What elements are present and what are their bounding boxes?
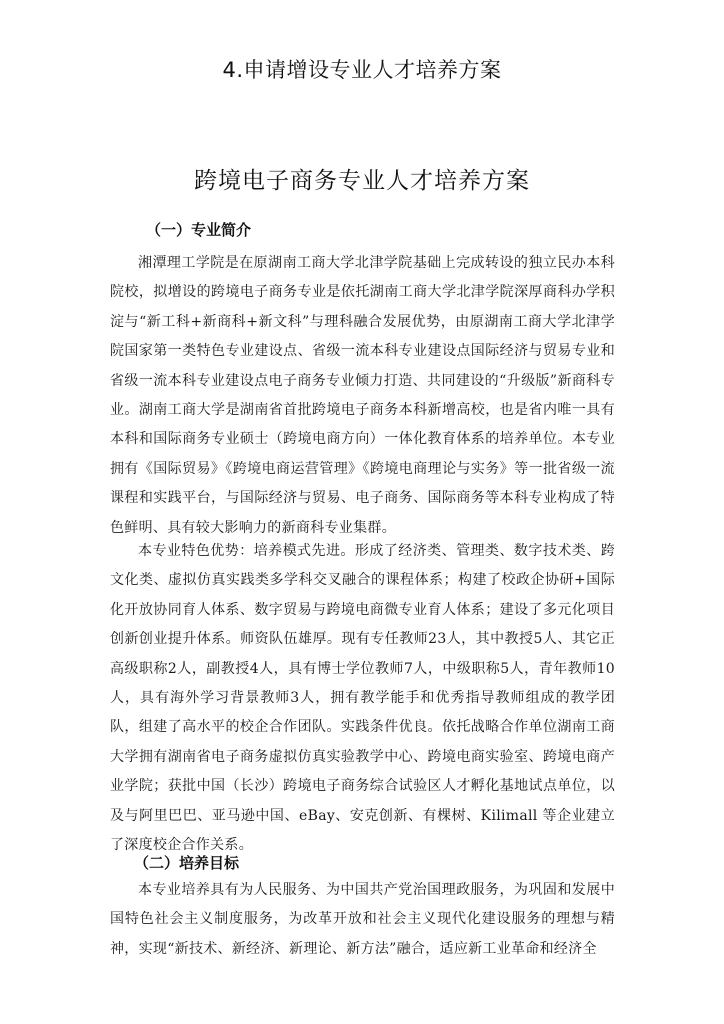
paragraph-features: 本专业特色优势：培养模式先进。形成了经济类、管理类、数字技术类、跨文化类、虚拟仿真实践类多学科交叉融合的课程体系；构建了校政企协研+国际化开放协同育人体系、数字贸易与跨境电商微专业育人体系；建设了多元化项目创新创业提升体系。师资队伍雄厚。现有专任教师23人，其中教授5人、其它正高级职称2人，副教授4人，具有博士学位教师7人，中级职称5人，青年教师10人，具有海外学习背景教师3人，拥有教学能手和优秀指导教师组成的教学团队，组建了高水平的校企合作团队。实践条件优良。依托战略合作单位湖南工商大学拥有湖南省电子商务虚拟仿真实验教学中心、跨境电商实验室、跨境电商产业学院；获批中国（长沙）跨境电子商务综合试验区人才孵化基地试点单位，以及与阿里巴巴、亚马逊中国、eBay、安克创新、有棵树、Kilimall 等企业建立了深度校企合作关系。 xyxy=(110,543,615,854)
paragraph-goals: 本专业培养具有为人民服务、为中国共产党治国理政服务，为巩固和发展中国特色社会主义制度服务，为改革开放和社会主义现代化建设服务的理想与精神，实现“新技术、新经济、新理论、新方法”融合，适应新工业革命和经济全 xyxy=(110,882,615,957)
document-title: 跨境电子商务专业人才培养方案 xyxy=(194,168,530,194)
paragraph-intro: 湘潭理工学院是在原湖南工商大学北津学院基础上完成转设的独立民办本科院校，拟增设的跨境电子商务专业是依托湖南工商大学北津学院深厚商科办学积淀与“新工科+新商科+新文科”与理科融合发展优势，由原湖南工商大学北津学院国家第一类特色专业建设点、省级一流本科专业建设点国际经济与贸易专业和省级一流本科专业建设点电子商务专业倾力打造、共同建设的“升级版”新商科专业。湖南工商大学是湖南省首批跨境电子商务本科新增高校，也是省内唯一具有本科和国际商务专业硕士（跨境电商方向）一体化教育体系的培养单位。本专业拥有《国际贸易》《跨境电商运营管理》《跨境电商理论与实务》等一批省级一流课程和实践平台，与国际经济与贸易、电子商务、国际商务等本科专业构成了特色鲜明、具有较大影响力的新商科专业集群。 xyxy=(110,255,615,536)
document-heading: 4.申请增设专业人才培养方案 xyxy=(222,58,502,82)
section-heading-goals: （二）培养目标 xyxy=(134,854,240,872)
section-heading-intro: （一）专业简介 xyxy=(146,221,252,239)
